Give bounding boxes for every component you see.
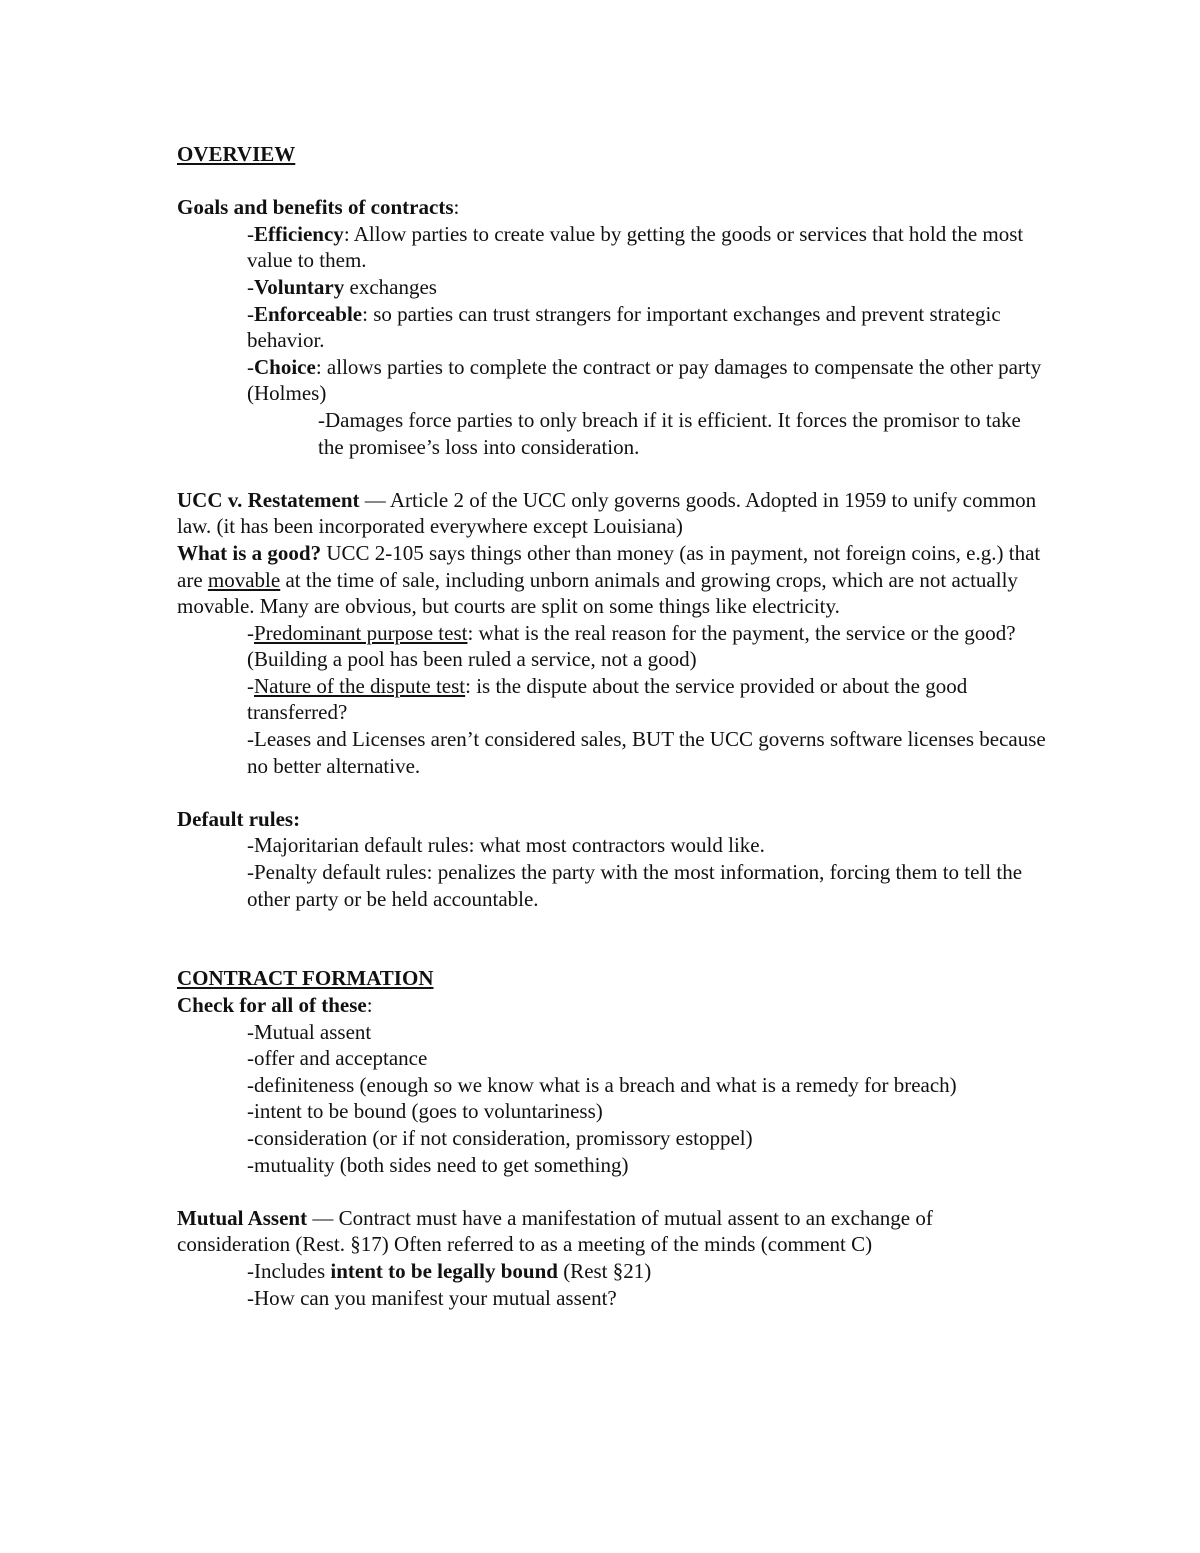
- default-rules-heading: Default rules:: [177, 806, 301, 831]
- mutual-assent-paragraph: Mutual Assent — Contract must have a manifestation of mutual assent to an exchange of consideration (Rest. §17) Often referred to as a meeting of the minds (comment C): [177, 1205, 933, 1257]
- section-heading-contract-formation: CONTRACT FORMATION: [177, 966, 434, 991]
- check-item: -offer and acceptance: [247, 1046, 428, 1071]
- goals-heading: Goals and benefits of contracts:: [177, 195, 460, 220]
- good-paragraph: What is a good? UCC 2-105 says things other than money (as in payment, not foreign coins, e.g.) that are movable at the time of sale, including unborn animals and growing crops, which are not actually movable. Many are obvious, but courts are split on some things like electricity.: [177, 540, 1041, 619]
- mutual-assent-includes: -Includes intent to be legally bound (Rest §21): [247, 1258, 652, 1283]
- goal-sub-item-damages: -Damages force parties to only breach if it is efficient. It forces the promisor to take the promisee’s loss into consideration.: [318, 407, 1021, 459]
- check-item: -consideration (or if not consideration, promissory estoppel): [247, 1125, 753, 1150]
- check-item: -mutuality (both sides need to get something): [247, 1152, 629, 1177]
- goal-item-voluntary: -Voluntary exchanges: [247, 274, 437, 299]
- mutual-assent-how: -How can you manifest your mutual assent?: [247, 1285, 617, 1310]
- check-item: -intent to be bound (goes to voluntariness): [247, 1099, 603, 1124]
- ucc-paragraph: UCC v. Restatement — Article 2 of the UCC only governs goods. Adopted in 1959 to unify common law. (it has been incorporated everywhere except Louisiana): [177, 487, 1037, 539]
- check-item: -Mutual assent: [247, 1019, 372, 1044]
- default-rule-item: -Penalty default rules: penalizes the party with the most information, forcing them to tell the other party or be held accountable.: [247, 860, 1023, 911]
- section-heading-overview: OVERVIEW: [177, 142, 296, 166]
- default-rule-item: -Majoritarian default rules: what most contractors would like.: [247, 833, 765, 858]
- goal-item-efficiency: -Efficiency: Allow parties to create value by getting the goods or services that hold the most value to them.: [247, 221, 1024, 273]
- test-nature-of-dispute: -Nature of the dispute test: is the dispute about the service provided or about the good transferred?: [247, 673, 968, 725]
- test-predominant-purpose: -Predominant purpose test: what is the real reason for the payment, the service or the good? (Building a pool has been ruled a service, not a good): [247, 620, 1016, 672]
- leases-item: -Leases and Licenses aren’t considered sales, BUT the UCC governs software licenses because no better alternative.: [247, 727, 1046, 778]
- goal-item-choice: -Choice: allows parties to complete the contract or pay damages to compensate the other party (Holmes): [247, 354, 1042, 406]
- check-heading: Check for all of these:: [177, 993, 373, 1017]
- goal-item-enforceable: -Enforceable: so parties can trust strangers for important exchanges and prevent strategic behavior.: [247, 301, 1001, 353]
- check-item: -definiteness (enough so we know what is a breach and what is a remedy for breach): [247, 1072, 957, 1097]
